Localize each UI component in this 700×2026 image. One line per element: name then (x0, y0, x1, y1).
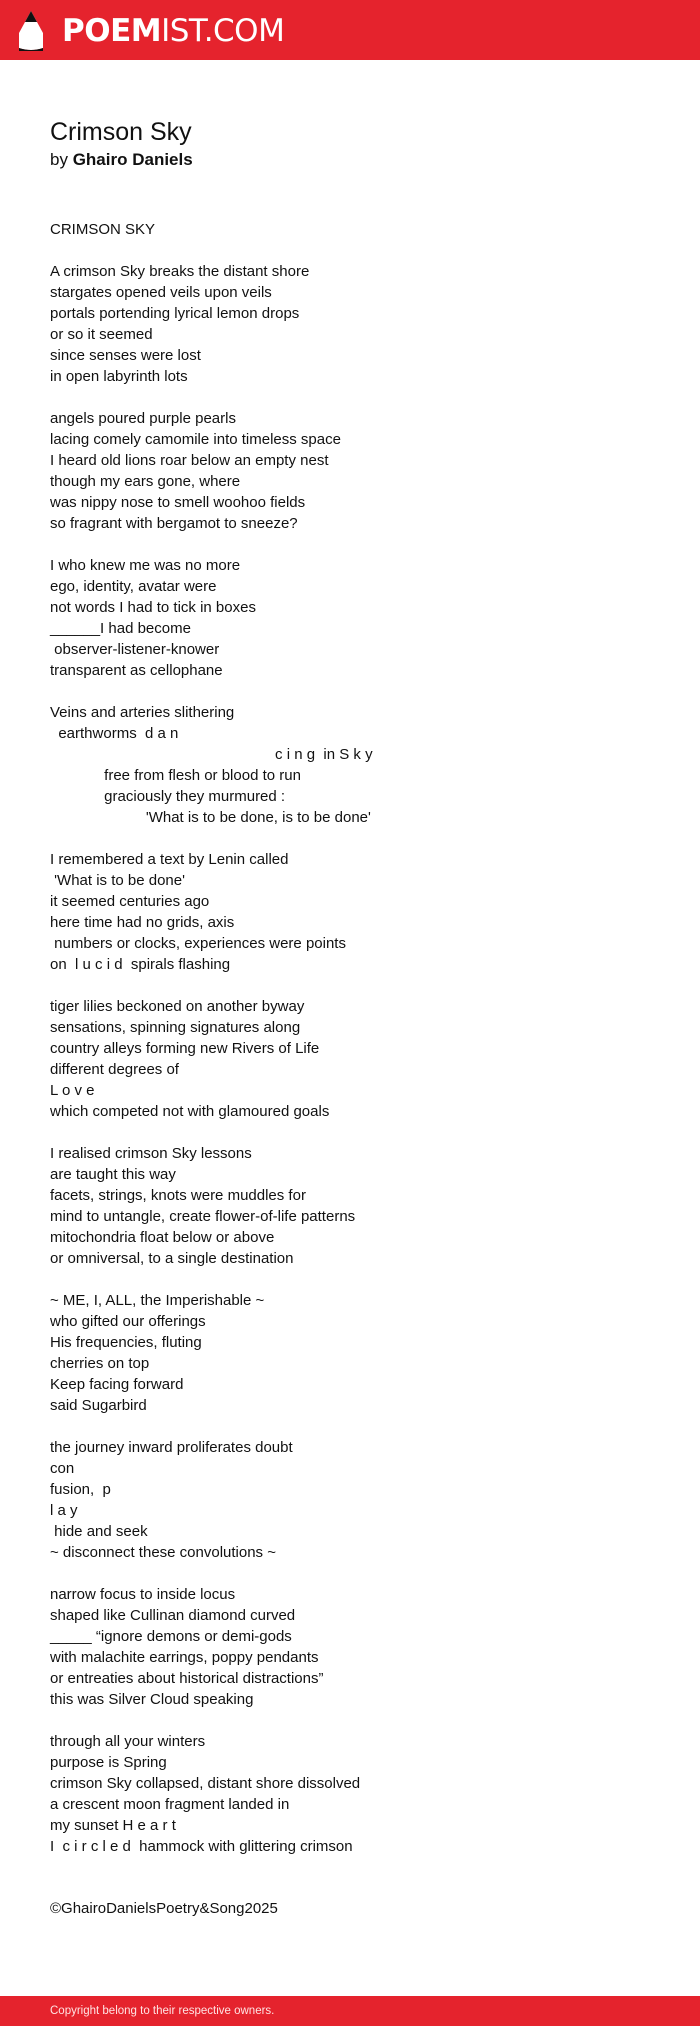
poem-line: or entreaties about historical distractions” (50, 1670, 324, 1687)
poem-line: Veins and arteries slithering (50, 704, 235, 721)
poem-line: fusion, p (50, 1481, 111, 1498)
stanza-break (50, 1563, 670, 1584)
poem-line: Keep facing forward (50, 1376, 184, 1393)
poem-line: transparent as cellophane (50, 662, 223, 679)
stanza-break (50, 828, 670, 849)
poem-line: cherries on top (50, 1355, 150, 1372)
poem-line: country alleys forming new Rivers of Life (50, 1040, 320, 1057)
poem-body (50, 219, 670, 1857)
footer-copyright: Copyright belong to their respective owners. (50, 2005, 275, 2017)
poem-line: or so it seemed (50, 326, 153, 343)
poem-line: it seemed centuries ago (50, 893, 210, 910)
poem-line: the journey inward proliferates doubt (50, 1439, 293, 1456)
poem-line: or omniversal, to a single destination (50, 1250, 294, 1267)
poem-line: 'What is to be done' (50, 872, 185, 889)
logo-rest: IST.COM (161, 13, 285, 49)
poem-line: portals portending lyrical lemon drops (50, 305, 300, 322)
poem-title: Crimson Sky (50, 118, 192, 146)
poem-line: shaped like Cullinan diamond curved (50, 1607, 296, 1624)
stanza-break (50, 387, 670, 408)
site-header (0, 0, 700, 60)
poem-line: I heard old lions roar below an empty nest (50, 452, 329, 469)
poem-line: l a y (50, 1502, 78, 1519)
poem-line: crimson Sky collapsed, distant shore dissolved (50, 1775, 361, 1792)
stanza-break (50, 1710, 670, 1731)
stanza-break (50, 1269, 670, 1290)
poem-line: hide and seek (50, 1523, 148, 1540)
poem-line: observer-listener-knower (50, 641, 220, 658)
poem-line: facets, strings, knots were muddles for (50, 1187, 306, 1204)
poem-line: ~ disconnect these convolutions ~ (50, 1544, 276, 1561)
poem-line: L o v e (50, 1082, 95, 1099)
logo-bold: POEM (62, 13, 162, 49)
poem-line: A crimson Sky breaks the distant shore (50, 263, 310, 280)
poem-line: here time had no grids, axis (50, 914, 235, 931)
poem-line: CRIMSON SKY (50, 221, 156, 238)
poem-line: I c i r c l e d hammock with glittering crimson (50, 1838, 353, 1855)
poem-header (50, 116, 193, 172)
poem-line: through all your winters (50, 1733, 206, 1750)
poem-line: sensations, spinning signatures along (50, 1019, 301, 1036)
poem-line: with malachite earrings, poppy pendants (50, 1649, 319, 1666)
poem-line: free from flesh or blood to run (50, 767, 301, 784)
poem-copyright: ©GhairoDanielsPoetry&Song2025 (50, 1900, 278, 1917)
by-label: by (50, 150, 68, 169)
poem-line: stargates opened veils upon veils (50, 284, 272, 301)
poem-line: are taught this way (50, 1166, 176, 1183)
poem-line: was nippy nose to smell woohoo fields (50, 494, 306, 511)
site-logo[interactable] (18, 10, 284, 52)
poem-line: ego, identity, avatar were (50, 578, 217, 595)
poem-line: angels poured purple pearls (50, 410, 236, 427)
poem-line: in open labyrinth lots (50, 368, 188, 385)
poem-line: though my ears gone, where (50, 473, 241, 490)
byline (50, 148, 193, 172)
pencil-logo-icon (18, 11, 44, 51)
stanza-break (50, 975, 670, 996)
poem-line: narrow focus to inside locus (50, 1586, 236, 1603)
poem-line: on l u c i d spirals flashing (50, 956, 231, 973)
poem-line: con (50, 1460, 75, 1477)
poem-line: _____ “ignore demons or demi-gods (50, 1628, 292, 1645)
poem-line: said Sugarbird (50, 1397, 147, 1414)
poem-line: I realised crimson Sky lessons (50, 1145, 252, 1162)
poem-line: who gifted our offerings (50, 1313, 206, 1330)
author-link[interactable]: Ghairo Daniels (72, 150, 193, 169)
poem-line: I remembered a text by Lenin called (50, 851, 289, 868)
poem-line: earthworms d a n (50, 725, 179, 742)
poem-line: my sunset H e a r t (50, 1817, 176, 1834)
poem-line: different degrees of (50, 1061, 179, 1078)
poem-line: since senses were lost (50, 347, 201, 364)
poem-line: mind to untangle, create flower-of-life patterns (50, 1208, 356, 1225)
poem-line: purpose is Spring (50, 1754, 167, 1771)
poem-line: His frequencies, fluting (50, 1334, 202, 1351)
poem-line: graciously they murmured : (50, 788, 286, 805)
stanza-break (50, 1416, 670, 1437)
poem-line: mitochondria float below or above (50, 1229, 275, 1246)
poem-line: this was Silver Cloud speaking (50, 1691, 254, 1708)
poem-line: ~ ME, I, ALL, the Imperishable ~ (50, 1292, 265, 1309)
poem-line: so fragrant with bergamot to sneeze? (50, 515, 298, 532)
poem-line: I who knew me was no more (50, 557, 241, 574)
stanza-break (50, 1122, 670, 1143)
poem-line: ______I had become (50, 620, 191, 637)
logo-wordmark (62, 10, 284, 52)
site-footer (0, 1996, 700, 2026)
stanza-break (50, 681, 670, 702)
poem-line: not words I had to tick in boxes (50, 599, 256, 616)
poem-line: c i n g in S k y (50, 746, 373, 763)
poem-line: tiger lilies beckoned on another byway (50, 998, 305, 1015)
stanza-break (50, 534, 670, 555)
poem-line: which competed not with glamoured goals (50, 1103, 330, 1120)
stanza-break (50, 240, 670, 261)
poem-line: a crescent moon fragment landed in (50, 1796, 290, 1813)
poem-line: numbers or clocks, experiences were points (50, 935, 346, 952)
poem-line: lacing comely camomile into timeless space (50, 431, 341, 448)
poem-line: 'What is to be done, is to be done' (50, 809, 371, 826)
